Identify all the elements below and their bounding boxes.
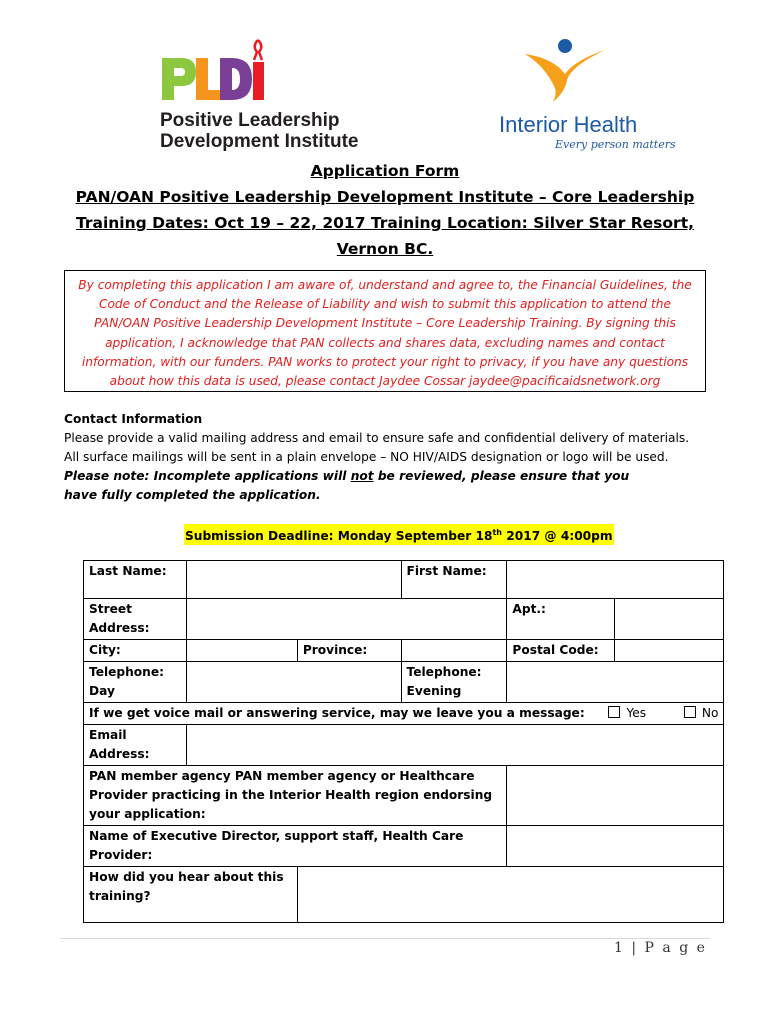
deadline-prefix: Submission Deadline: Monday September 18 [185, 529, 493, 544]
voicemail-yes-label: Yes [626, 706, 647, 720]
telephone-evening-label: Telephone: Evening [401, 662, 507, 703]
voicemail-question-row [84, 703, 724, 725]
postal-code-label: Postal Code: [507, 640, 615, 662]
voicemail-question-label: If we get voice mail or answering service, may we leave you a message: [89, 706, 585, 720]
agency-field[interactable] [507, 766, 724, 826]
interior-health-name: Interior Health [499, 112, 638, 137]
contact-instructions-line2: All surface mailings will be sent in a plain envelope – NO HIV/AIDS designation or logo will be used. [64, 450, 669, 464]
consent-notice [64, 270, 706, 392]
table-row [84, 725, 724, 766]
contact-instructions-line1: Please provide a valid mailing address and email to ensure safe and confidential delivery of materials. [64, 431, 690, 445]
contact-heading: Contact Information [64, 412, 203, 426]
voicemail-no-checkbox[interactable] [684, 706, 696, 718]
street-address-field[interactable] [186, 599, 507, 640]
footer-divider [60, 938, 710, 939]
title-line-4: Vernon BC. [336, 240, 434, 258]
first-name-field[interactable] [507, 561, 724, 599]
city-field[interactable] [186, 640, 297, 662]
interior-health-logo [495, 36, 676, 156]
email-field[interactable] [186, 725, 724, 766]
apt-field[interactable] [615, 599, 724, 640]
city-label: City: [84, 640, 187, 662]
deadline-suffix: 2017 @ 4:00pm [502, 529, 613, 544]
title-line-2: PAN/OAN Positive Leadership Development Institute – Core Leadership [75, 188, 695, 206]
postal-code-field[interactable] [615, 640, 724, 662]
note-emphasis: not [350, 469, 374, 483]
email-label: Email Address: [84, 725, 187, 766]
last-name-label: Last Name: [84, 561, 187, 599]
application-form-table [83, 560, 724, 923]
executive-label: Name of Executive Director, support staff, Health Care Provider: [84, 826, 507, 867]
apt-label: Apt.: [507, 599, 615, 640]
first-name-label: First Name: [401, 561, 507, 599]
last-name-field[interactable] [186, 561, 401, 599]
table-row [84, 561, 724, 599]
telephone-day-label: Telephone: Day [84, 662, 187, 703]
table-row [84, 703, 724, 725]
table-row [84, 826, 724, 867]
street-address-label: Street Address: [84, 599, 187, 640]
page-number-value: 1 [614, 940, 625, 956]
title-line-3: Training Dates: Oct 19 – 22, 2017 Training Location: Silver Star Resort, [75, 214, 695, 232]
telephone-day-field[interactable] [186, 662, 401, 703]
table-row [84, 662, 724, 703]
province-label: Province: [297, 640, 401, 662]
consent-notice-text: By completing this application I am aware of, understand and agree to, the Financial Guidelines, the Code of Conduct and the Release of Liability and wish to submit this application to attend the PAN/OAN Positive Leadership Development Institute – Core Leadership Training. By signing this application, I acknowledge that PAN collects and shares data, excluding names and contact information, with our funders. PAN works to protect your right to privacy, if you have any questions about how this data is used, please contact Jaydee Cossar jaydee@pacificaidsnetwork.org [78, 278, 692, 389]
telephone-evening-field[interactable] [507, 662, 724, 703]
table-row [84, 766, 724, 826]
executive-field[interactable] [507, 826, 724, 867]
page-number [614, 940, 707, 956]
deadline-sup: th [492, 528, 503, 537]
note-prefix: Please note: Incomplete applications will [64, 469, 351, 483]
table-row [84, 867, 724, 923]
pldi-name-line1: Positive Leadership [160, 110, 340, 131]
interior-health-tagline: Every person matters [555, 138, 676, 151]
form-title [60, 158, 710, 262]
incomplete-applications-note [64, 467, 654, 505]
note-suffix: be reviewed, please ensure that you have fully completed the application. [64, 469, 630, 502]
pldi-letters-graphic [160, 38, 270, 104]
title-line-1: Application Form [310, 162, 460, 180]
agency-label: PAN member agency PAN member agency or Healthcare Provider practicing in the Interior Health region endorsing your application: [84, 766, 507, 826]
page-label: | P a g e [631, 940, 707, 956]
hear-about-field[interactable] [297, 867, 724, 923]
province-field[interactable] [401, 640, 507, 662]
voicemail-no-label: No [701, 706, 719, 720]
submission-deadline [184, 524, 614, 545]
pldi-logo [160, 38, 370, 158]
table-row [84, 640, 724, 662]
pldi-name-line2: Development Institute [160, 131, 359, 152]
voicemail-yes-checkbox[interactable] [608, 706, 620, 718]
table-row [84, 599, 724, 640]
contact-information-section [64, 410, 714, 505]
hear-about-label: How did you hear about this training? [84, 867, 298, 923]
interior-health-figure-icon [515, 36, 615, 106]
